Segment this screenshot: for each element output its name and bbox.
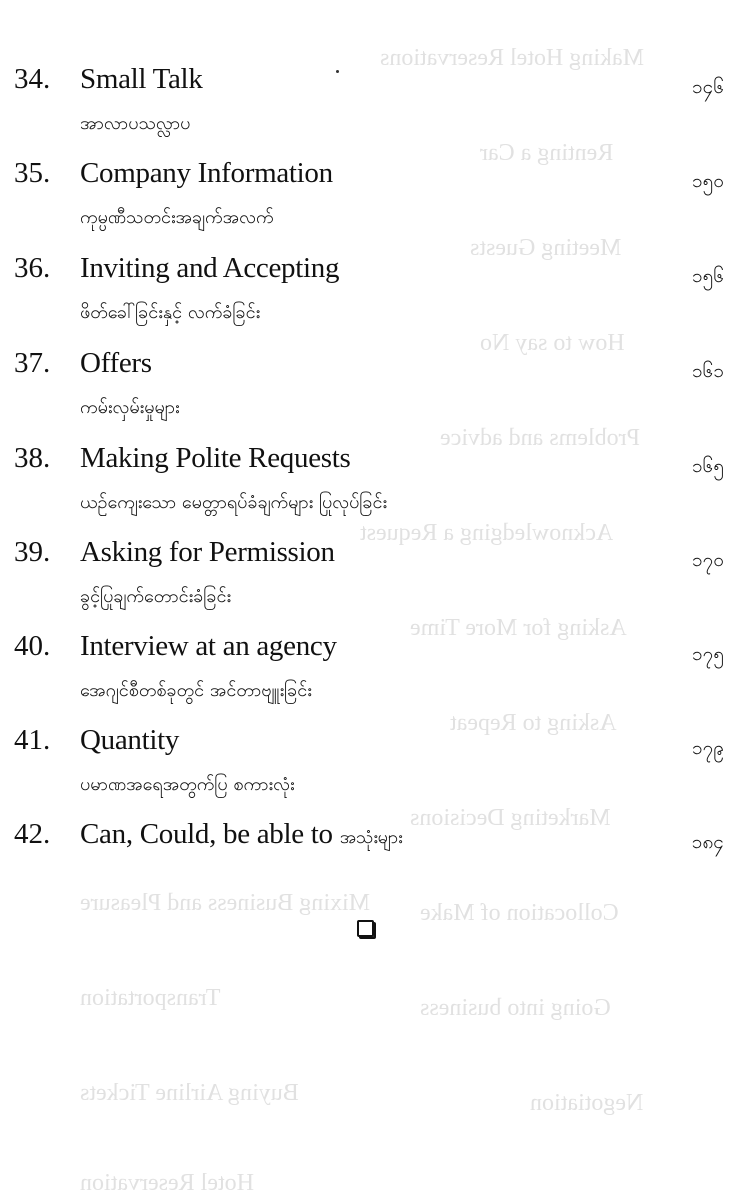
show-through-text: Asking for More Time [410, 615, 627, 641]
show-through-text: Negotiation [530, 1090, 644, 1116]
entry-title-text: Can, Could, be able to [80, 818, 333, 850]
entry-title: Inviting and Accepting [80, 252, 340, 284]
show-through-text: Making Hotel Reservations [380, 45, 644, 71]
entry-subtitle: ယဉ်ကျေးသော မေတ္တာရပ်ခံချက်များ ပြုလုပ်ခြင်း [80, 492, 388, 513]
toc-entry [0, 723, 750, 815]
entry-title: Asking for Permission [80, 536, 335, 568]
entry-number: 35. [14, 157, 51, 189]
show-through-text: Transportation [80, 985, 221, 1011]
entry-title: Quantity [80, 724, 180, 756]
entry-subtitle: ကုမ္ပဏီသတင်းအချက်အလက် [80, 207, 274, 228]
entry-page-number: ၁၇၅ [691, 643, 724, 665]
entry-subtitle: ဖိတ်ခေါ်ခြင်းနှင့် လက်ခံခြင်း [80, 302, 261, 323]
show-through-text: Renting a Car [480, 140, 614, 166]
entry-number: 37. [14, 347, 51, 379]
entry-page-number: ၁၇၉ [691, 737, 724, 759]
entry-page-number: ၁၆၅ [691, 455, 724, 477]
toc-entry [0, 441, 750, 533]
show-through-text: How to say No [480, 330, 625, 356]
entry-number: 36. [14, 252, 51, 284]
entry-title [80, 817, 402, 855]
entry-number: 40. [14, 630, 51, 662]
toc-entry [0, 535, 750, 627]
entry-title: Company Information [80, 157, 333, 189]
entry-subtitle: ခွင့်ပြုချက်တောင်းခံခြင်း [80, 586, 232, 607]
toc-entry [0, 62, 750, 154]
show-through-text: Hotel Reservation [80, 1170, 254, 1196]
entry-page-number: ၁၆၁ [691, 360, 724, 382]
entry-title: Interview at an agency [80, 630, 337, 662]
show-through-text: Mixing Business and Pleasure [80, 890, 370, 916]
entry-subtitle: ကမ်းလှမ်းမှုများ [80, 397, 180, 418]
show-through-text: Buying Airline Tickets [80, 1080, 299, 1106]
entry-page-number: ၁၅၀ [691, 170, 724, 192]
toc-entry [0, 156, 750, 248]
entry-subtitle: အာလာပသလ္လာပ [80, 113, 191, 134]
toc-entry [0, 251, 750, 343]
show-through-text: Going into business [420, 995, 611, 1021]
show-through-text: Marketing Decisions [410, 805, 611, 831]
show-through-text: Problems and advice [440, 425, 640, 451]
entry-page-number: ၁၈၄ [691, 831, 724, 853]
toc-entry [0, 817, 750, 909]
entry-number: 38. [14, 442, 51, 474]
toc-entry [0, 346, 750, 438]
show-through-text: Meeting Guests [470, 235, 622, 261]
entry-page-number: ၁၄၆ [691, 76, 724, 98]
toc-entry [0, 629, 750, 721]
entry-title: Making Polite Requests [80, 442, 351, 474]
entry-title-suffix: အသုံးများ [339, 827, 403, 848]
entry-page-number: ၁၇၀ [691, 549, 724, 571]
entry-number: 39. [14, 536, 51, 568]
entry-number: 34. [14, 63, 51, 95]
show-through-text: Asking to Repeat [450, 710, 617, 736]
entry-number: 41. [14, 724, 51, 756]
hollow-square-icon [357, 920, 374, 937]
show-through-text: Acknowledging a Request [360, 520, 614, 546]
entry-subtitle: ပမာဏအရေအတွက်ပြ စကားလုံး [80, 774, 295, 795]
entry-page-number: ၁၅၆ [691, 265, 724, 287]
entry-title: Small Talk [80, 63, 203, 95]
show-through-text: Collocation of Make [420, 900, 619, 926]
entry-title: Offers [80, 347, 152, 379]
entry-subtitle: အေဂျင်စီတစ်ခုတွင် အင်တာဗျူးခြင်း [80, 680, 312, 701]
entry-number: 42. [14, 818, 51, 850]
